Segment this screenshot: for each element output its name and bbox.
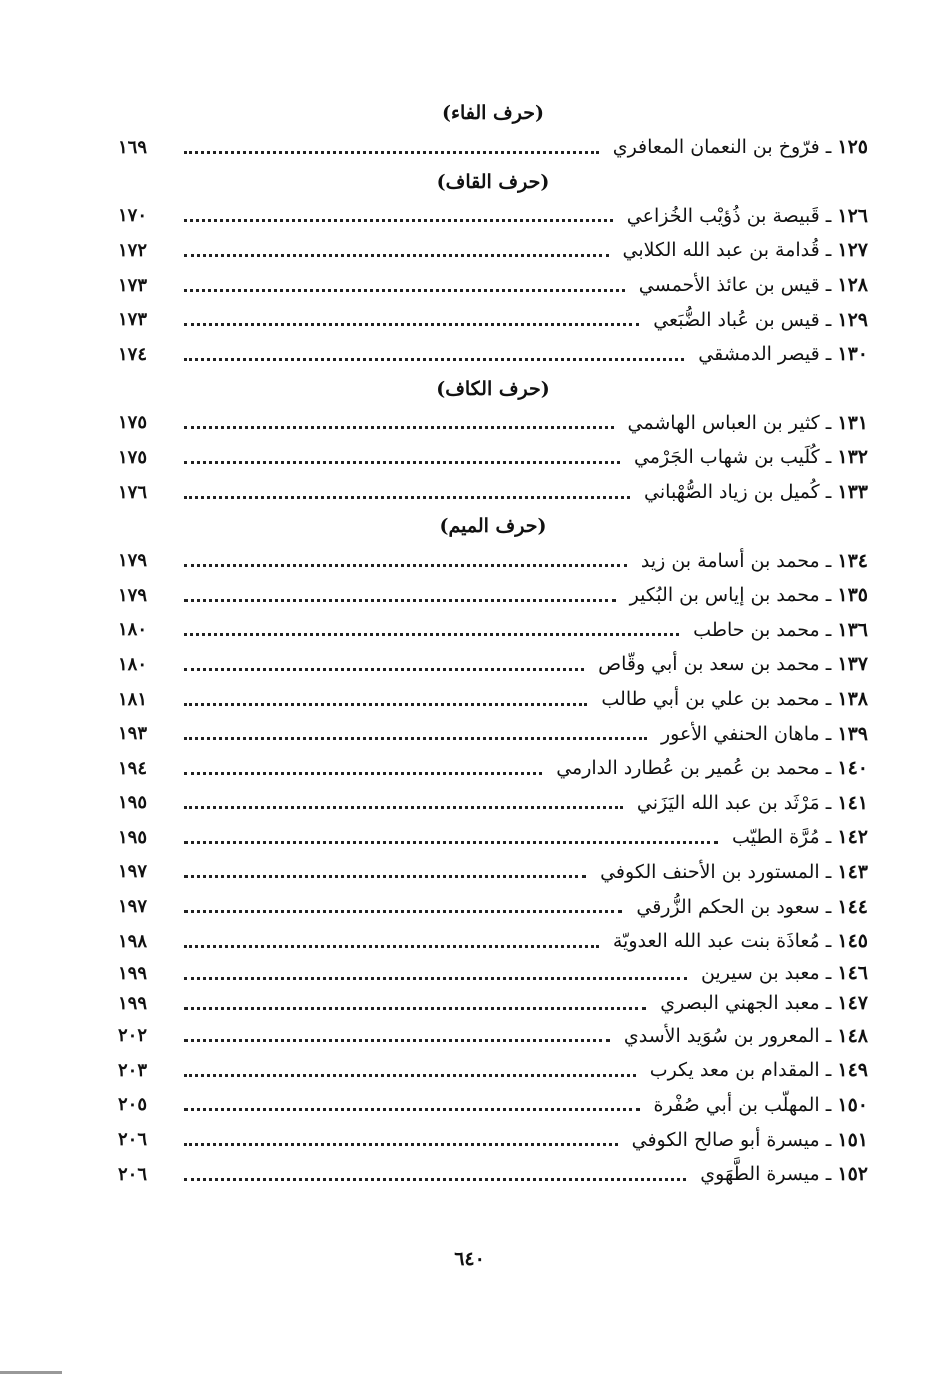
entry-name: ميسرة الطَّهَوي: [700, 1163, 820, 1186]
entry-page-number: ١٧٣: [118, 309, 148, 331]
entry-name: كُلَيب بن شهاب الجَرْمي: [633, 446, 820, 469]
entry-name: معبد بن سيرين: [700, 962, 820, 985]
entry-number: ١٣٤: [837, 549, 868, 572]
entry-number: ١٢٩: [837, 308, 868, 331]
entry-page-number: ١٩٨: [118, 930, 148, 952]
toc-entry: [118, 268, 868, 303]
entry-text: ١٤٧ ـ معبد الجهني البصري: [660, 992, 868, 1015]
section-fa: [118, 96, 868, 165]
entry-number: ١٥١: [837, 1128, 868, 1151]
entry-number: ١٤٢: [837, 826, 868, 849]
dot-leader: [184, 494, 630, 499]
toc-entry: [118, 130, 868, 165]
entry-text: ١٤٦ ـ معبد بن سيرين: [700, 962, 868, 985]
dot-leader: [184, 975, 687, 980]
dot-leader: [184, 459, 620, 464]
entry-number: ١٢٥: [837, 136, 868, 159]
toc-entry: [118, 233, 868, 268]
entry-name: مُرَّة الطيّب: [732, 826, 820, 849]
dot-leader: [184, 839, 718, 844]
section-mim: [118, 509, 868, 1191]
entry-name: مُعاذَة بنت عبد الله العدويّة: [612, 930, 820, 953]
entry-text: ١٤٩ ـ المقدام بن معد يكرب: [649, 1059, 868, 1082]
dot-leader: [184, 252, 609, 257]
dot-leader: [184, 217, 613, 222]
dot-leader: [184, 597, 616, 602]
dot-leader: [184, 149, 599, 154]
entry-text: ١٣٨ ـ محمد بن علي بن أبي طالب: [601, 688, 868, 711]
section-kaf: [118, 372, 868, 510]
entry-text: ١٢٦ ـ قَبيصة بن ذُؤيْب الخُزاعي: [626, 204, 868, 227]
dot-leader: [184, 356, 684, 361]
entry-name: محمد بن أسامة بن زيد: [640, 549, 820, 572]
entry-name: مَرْثَد بن عبد الله اليَزَني: [636, 791, 820, 814]
dot-leader: [184, 943, 599, 948]
entry-page-number: ٢٠٣: [118, 1059, 148, 1081]
entry-page-number: ١٩٩: [118, 992, 148, 1014]
entry-name: قيصر الدمشقي: [698, 343, 820, 366]
toc-entry: [118, 406, 868, 441]
entry-number: ١٥٠: [837, 1093, 868, 1116]
entry-name: محمد بن علي بن أبي طالب: [601, 688, 820, 711]
entry-name: محمد بن عُمير بن عُطارد الدارمي: [556, 757, 820, 780]
entry-page-number: ١٨٠: [118, 653, 148, 675]
entry-name: فرّوخ بن النعمان المعافري: [612, 136, 820, 159]
entry-page-number: ١٧٠: [118, 205, 148, 227]
entry-page-number: ١٨١: [118, 688, 148, 710]
entry-text: ١٥٢ ـ ميسرة الطَّهَوي: [700, 1163, 868, 1186]
entry-number: ١٤٥: [837, 930, 868, 953]
entry-name: معبد الجهني البصري: [660, 992, 820, 1015]
toc-entry: [118, 958, 868, 988]
toc-entry: [118, 543, 868, 578]
entry-page-number: ١٩٥: [118, 792, 148, 814]
entry-number: ١٣٦: [837, 618, 868, 641]
entry-page-number: ١٧٥: [118, 412, 148, 434]
toc-entry: [118, 199, 868, 234]
entry-name: كثير بن العباس الهاشمي: [627, 411, 820, 434]
entry-number: ١٤٩: [837, 1059, 868, 1082]
dot-leader: [184, 631, 679, 636]
table-of-contents: [118, 96, 868, 1191]
entry-name: قَبيصة بن ذُؤيْب الخُزاعي: [626, 204, 820, 227]
entry-page-number: ٢٠٢: [118, 1025, 148, 1047]
entry-text: ١٤٢ ـ مُرَّة الطيّب: [732, 826, 868, 849]
entry-text: ١٤٤ ـ سعود بن الحكم الزُّرقي: [636, 895, 868, 918]
entry-text: ١٣٣ ـ كُميل بن زياد الصُّهْباني: [644, 481, 868, 504]
toc-entry: [118, 682, 868, 717]
dot-leader: [184, 701, 587, 706]
entry-page-number: ١٩٤: [118, 757, 148, 779]
dot-leader: [184, 1037, 610, 1042]
entry-name: محمد بن إياس بن البُكير: [629, 584, 820, 607]
entry-page-number: ٢٠٥: [118, 1094, 148, 1116]
dot-leader: [184, 321, 639, 326]
dot-leader: [184, 873, 586, 878]
entry-page-number: ١٧٦: [118, 481, 148, 503]
entry-number: ١٤٧: [837, 992, 868, 1015]
dot-leader: [184, 1176, 686, 1181]
toc-entry: [118, 337, 868, 372]
dot-leader: [184, 424, 614, 429]
entry-page-number: ١٧٢: [118, 239, 148, 261]
entry-name: قُدامة بن عبد الله الكلابي: [622, 239, 820, 262]
entry-name: سعود بن الحكم الزُّرقي: [636, 895, 820, 918]
entry-page-number: ٢٠٦: [118, 1129, 148, 1151]
toc-entry: [118, 1053, 868, 1088]
toc-entry: [118, 613, 868, 648]
toc-entry: [118, 855, 868, 890]
entry-text: ١٥٠ ـ المهلّب بن أبي صُفْرة: [653, 1093, 868, 1116]
page-number: ٦٤٠: [454, 1248, 485, 1270]
entry-number: ١٤٤: [837, 895, 868, 918]
entry-name: ميسرة أبو صالح الكوفي: [631, 1128, 820, 1151]
entry-number: ١٣٧: [837, 653, 868, 676]
entry-text: ١٤٥ ـ مُعاذَة بنت عبد الله العدويّة: [612, 930, 868, 953]
entry-page-number: ١٩٩: [118, 962, 148, 984]
entry-text: ١٣٦ ـ محمد بن حاطب: [693, 618, 868, 641]
dot-leader: [184, 804, 623, 809]
entry-text: ١٥١ ـ ميسرة أبو صالح الكوفي: [631, 1128, 868, 1151]
entry-name: المقدام بن معد يكرب: [649, 1059, 820, 1082]
entry-page-number: ١٧٤: [118, 343, 148, 365]
entry-name: ماهان الحنفي الأعور: [660, 722, 820, 745]
entry-number: ١٤٣: [837, 860, 868, 883]
entry-number: ١٢٧: [837, 239, 868, 262]
entry-text: ١٢٧ ـ قُدامة بن عبد الله الكلابي: [622, 239, 868, 262]
entry-page-number: ١٧٩: [118, 550, 148, 572]
entry-page-number: ١٩٧: [118, 861, 148, 883]
entry-page-number: ١٧٩: [118, 584, 148, 606]
toc-entry: [118, 889, 868, 924]
scan-edge-mark: [0, 1371, 62, 1374]
toc-entry: [118, 988, 868, 1018]
toc-entry: [118, 647, 868, 682]
entry-text: ١٤٨ ـ المعرور بن سُوَيد الأسدي: [623, 1024, 868, 1047]
entry-number: ١٣٠: [837, 343, 868, 366]
entry-name: المعرور بن سُوَيد الأسدي: [623, 1024, 820, 1047]
entry-text: ١٣٧ ـ محمد بن سعد بن أبي وقّاص: [598, 653, 868, 676]
section-heading: (حرف القاف): [436, 170, 550, 193]
dot-leader: [184, 1072, 636, 1077]
entry-number: ١٤٠: [837, 757, 868, 780]
section-heading: (حرف الفاء): [442, 102, 544, 124]
toc-entry: [118, 475, 868, 510]
entry-page-number: ١٨٠: [118, 619, 148, 641]
dot-leader: [184, 770, 542, 775]
entry-page-number: ١٩٧: [118, 896, 148, 918]
dot-leader: [184, 666, 584, 671]
entry-text: ١٣٩ ـ ماهان الحنفي الأعور: [660, 722, 868, 745]
section-qaf: [118, 165, 868, 372]
toc-entry: [118, 751, 868, 786]
toc-entry: [118, 924, 868, 959]
toc-entry: [118, 1088, 868, 1123]
entry-page-number: ١٦٩: [118, 136, 148, 158]
entry-text: ١٢٥ ـ فرّوخ بن النعمان المعافري: [612, 136, 868, 159]
dot-leader: [184, 562, 627, 567]
entry-text: ١٤١ ـ مَرْثَد بن عبد الله اليَزَني: [636, 791, 868, 814]
entry-number: ١٤١: [837, 791, 868, 814]
entry-text: ١٣٢ ـ كُلَيب بن شهاب الجَرْمي: [633, 446, 868, 469]
entry-number: ١٤٨: [837, 1024, 868, 1047]
section-heading: (حرف الكاف): [436, 377, 550, 400]
entry-page-number: ٢٠٦: [118, 1163, 148, 1185]
entry-name: المستورد بن الأحنف الكوفي: [600, 860, 820, 883]
dot-leader: [184, 1106, 640, 1111]
entry-name: قيس بن عائذ الأحمسي: [638, 274, 820, 297]
entry-name: كُميل بن زياد الصُّهْباني: [644, 481, 820, 504]
entry-page-number: ١٧٥: [118, 446, 148, 468]
entry-name: محمد بن سعد بن أبي وقّاص: [598, 653, 820, 676]
toc-entry: [118, 716, 868, 751]
entry-number: ١٥٢: [837, 1163, 868, 1186]
dot-leader: [184, 1141, 618, 1146]
entry-text: ١٢٩ ـ قيس بن عُباد الضُّبَعي: [653, 308, 868, 331]
entry-text: ١٣٥ ـ محمد بن إياس بن البُكير: [629, 584, 868, 607]
dot-leader: [184, 735, 647, 740]
entry-number: ١٣٩: [837, 722, 868, 745]
entry-name: قيس بن عُباد الضُّبَعي: [653, 308, 820, 331]
entry-text: ١٢٨ ـ قيس بن عائذ الأحمسي: [638, 274, 868, 297]
entry-text: ١٣٠ ـ قيصر الدمشقي: [698, 343, 868, 366]
entry-number: ١٣٨: [837, 688, 868, 711]
toc-entry: [118, 786, 868, 821]
entry-number: ١٤٦: [837, 962, 868, 985]
entry-number: ١٣١: [837, 411, 868, 434]
entry-page-number: ١٧٣: [118, 274, 148, 296]
toc-entry: [118, 302, 868, 337]
entry-number: ١٣٢: [837, 446, 868, 469]
entry-page-number: ١٩٥: [118, 826, 148, 848]
entry-name: المهلّب بن أبي صُفْرة: [653, 1093, 820, 1116]
entry-number: ١٣٣: [837, 481, 868, 504]
entry-page-number: ١٩٣: [118, 723, 148, 745]
entry-name: محمد بن حاطب: [693, 618, 820, 641]
toc-entry: [118, 578, 868, 613]
toc-entry: [118, 1157, 868, 1192]
dot-leader: [184, 1005, 646, 1010]
toc-entry: [118, 440, 868, 475]
toc-entry: [118, 1122, 868, 1157]
dot-leader: [184, 908, 622, 913]
entry-text: ١٣١ ـ كثير بن العباس الهاشمي: [627, 411, 868, 434]
entry-number: ١٢٦: [837, 204, 868, 227]
entry-text: ١٣٤ ـ محمد بن أسامة بن زيد: [640, 549, 868, 572]
entry-text: ١٤٠ ـ محمد بن عُمير بن عُطارد الدارمي: [556, 757, 868, 780]
toc-entry: [118, 820, 868, 855]
dot-leader: [184, 287, 625, 292]
entry-text: ١٤٣ ـ المستورد بن الأحنف الكوفي: [600, 860, 868, 883]
entry-number: ١٢٨: [837, 274, 868, 297]
toc-entry: [118, 1018, 868, 1053]
section-heading: (حرف الميم): [439, 515, 547, 538]
entry-number: ١٣٥: [837, 584, 868, 607]
